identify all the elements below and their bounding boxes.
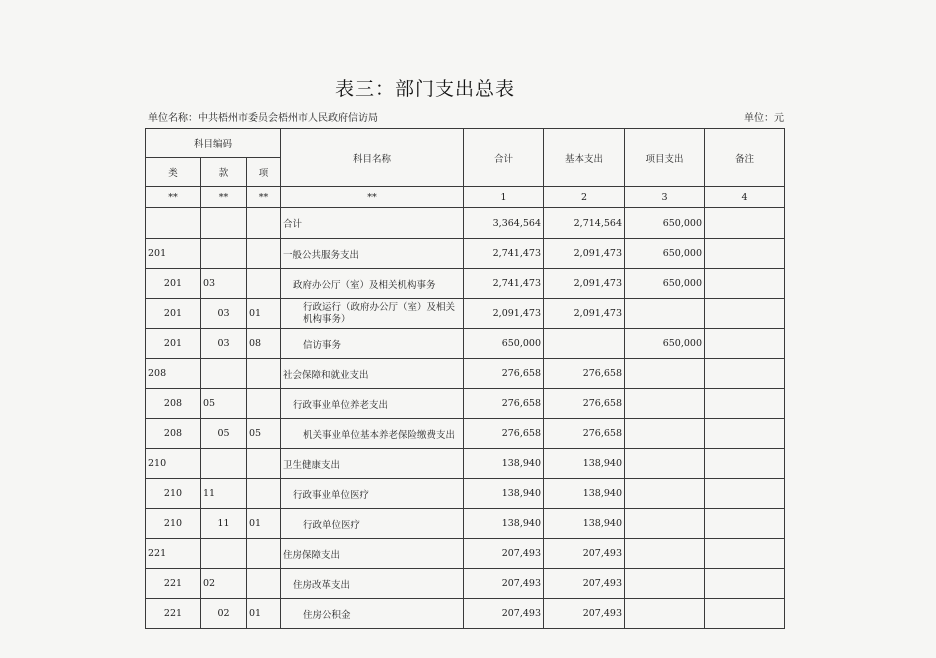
lei-header: 类: [146, 158, 201, 187]
total-cell: 276,658: [464, 419, 544, 449]
subject-name-cell: 行政运行（政府办公厅（室）及相关机构事务）: [281, 299, 464, 329]
index-cell: **: [146, 187, 201, 208]
total-row-remark: [705, 208, 785, 239]
total-cell: 650,000: [464, 329, 544, 359]
table-row: [146, 389, 785, 419]
kuan-cell: 02: [201, 569, 247, 599]
empty-cell: [146, 208, 201, 239]
total-cell: 276,658: [464, 359, 544, 389]
basic-cell: 276,658: [544, 389, 625, 419]
remark-cell: [705, 539, 785, 569]
index-cell: 4: [705, 187, 785, 208]
table-row: [146, 269, 785, 299]
index-cell: 3: [625, 187, 705, 208]
total-header: 合计: [464, 129, 544, 187]
table-row: [146, 299, 785, 329]
table-row: [146, 359, 785, 389]
subject-name-cell: 行政事业单位养老支出: [281, 389, 464, 419]
project-cell: [625, 419, 705, 449]
project-cell: [625, 599, 705, 629]
remark-cell: [705, 329, 785, 359]
index-cell: **: [201, 187, 247, 208]
project-cell: [625, 449, 705, 479]
xiang-cell: [247, 569, 281, 599]
kuan-cell: 02: [201, 599, 247, 629]
xiang-cell: [247, 479, 281, 509]
page-title: 表三：部门支出总表: [334, 78, 515, 100]
index-cell: **: [281, 187, 464, 208]
lei-cell: 210: [146, 479, 201, 509]
remark-cell: [705, 359, 785, 389]
table-row: [146, 539, 785, 569]
project-cell: 650,000: [625, 239, 705, 269]
table-row: [146, 509, 785, 539]
project-cell: 650,000: [625, 329, 705, 359]
index-row: [146, 187, 785, 208]
remark-cell: [705, 479, 785, 509]
total-cell: 138,940: [464, 479, 544, 509]
xiang-cell: 08: [247, 329, 281, 359]
table-row: [146, 239, 785, 269]
basic-cell: 2,091,473: [544, 269, 625, 299]
total-cell: 276,658: [464, 389, 544, 419]
basic-cell: 276,658: [544, 419, 625, 449]
basic-expenditure-header: 基本支出: [544, 129, 625, 187]
kuan-header: 款: [201, 158, 247, 187]
remark-cell: [705, 509, 785, 539]
basic-cell: 276,658: [544, 359, 625, 389]
total-row-label: 合计: [281, 208, 464, 239]
remark-cell: [705, 569, 785, 599]
remark-cell: [705, 299, 785, 329]
kuan-cell: [201, 239, 247, 269]
total-cell: 207,493: [464, 569, 544, 599]
project-cell: [625, 539, 705, 569]
basic-cell: 2,091,473: [544, 299, 625, 329]
table-row: [146, 569, 785, 599]
table-row: [146, 479, 785, 509]
project-cell: [625, 479, 705, 509]
total-row-total: 3,364,564: [464, 208, 544, 239]
kuan-cell: 03: [201, 329, 247, 359]
kuan-cell: 11: [201, 509, 247, 539]
subject-name-cell: 信访事务: [281, 329, 464, 359]
kuan-cell: [201, 539, 247, 569]
lei-cell: 221: [146, 539, 201, 569]
total-cell: 2,091,473: [464, 299, 544, 329]
kuan-cell: [201, 359, 247, 389]
subject-name-cell: 政府办公厅（室）及相关机构事务: [281, 269, 464, 299]
subject-name-cell: 卫生健康支出: [281, 449, 464, 479]
table-row: [146, 419, 785, 449]
subject-name-cell: 机关事业单位基本养老保险缴费支出: [281, 419, 464, 449]
lei-cell: 201: [146, 269, 201, 299]
total-row-project: 650,000: [625, 208, 705, 239]
remark-cell: [705, 449, 785, 479]
lei-cell: 210: [146, 509, 201, 539]
lei-cell: 208: [146, 419, 201, 449]
xiang-cell: 01: [247, 509, 281, 539]
total-cell: 138,940: [464, 449, 544, 479]
kuan-cell: 03: [201, 299, 247, 329]
remark-header: 备注: [705, 129, 785, 187]
index-cell: 2: [544, 187, 625, 208]
basic-cell: 207,493: [544, 599, 625, 629]
lei-cell: 210: [146, 449, 201, 479]
lei-cell: 221: [146, 599, 201, 629]
kuan-cell: 05: [201, 389, 247, 419]
project-cell: [625, 389, 705, 419]
subject-name-cell: 一般公共服务支出: [281, 239, 464, 269]
unit-name-label: 单位名称：中共梧州市委员会梧州市人民政府信访局: [148, 113, 378, 124]
basic-cell: 207,493: [544, 569, 625, 599]
subject-name-cell: 行政事业单位医疗: [281, 479, 464, 509]
xiang-cell: 01: [247, 299, 281, 329]
basic-cell: 207,493: [544, 539, 625, 569]
total-row: [146, 208, 785, 239]
subject-name-cell: 住房保障支出: [281, 539, 464, 569]
code-group-header: 科目编码: [146, 129, 281, 158]
basic-cell: 2,091,473: [544, 239, 625, 269]
xiang-cell: [247, 269, 281, 299]
xiang-cell: [247, 449, 281, 479]
project-cell: [625, 299, 705, 329]
kuan-cell: 11: [201, 479, 247, 509]
subject-name-cell: 住房公积金: [281, 599, 464, 629]
project-cell: [625, 509, 705, 539]
lei-cell: 221: [146, 569, 201, 599]
total-cell: 207,493: [464, 599, 544, 629]
table-row: [146, 599, 785, 629]
project-cell: 650,000: [625, 269, 705, 299]
xiang-cell: [247, 239, 281, 269]
basic-cell: [544, 329, 625, 359]
total-cell: 207,493: [464, 539, 544, 569]
total-cell: 138,940: [464, 509, 544, 539]
remark-cell: [705, 599, 785, 629]
empty-cell: [201, 208, 247, 239]
total-cell: 2,741,473: [464, 239, 544, 269]
header-row-1: [146, 129, 785, 158]
lei-cell: 208: [146, 359, 201, 389]
project-cell: [625, 359, 705, 389]
kuan-cell: 03: [201, 269, 247, 299]
lei-cell: 208: [146, 389, 201, 419]
table-row: [146, 329, 785, 359]
project-cell: [625, 569, 705, 599]
table-row: [146, 449, 785, 479]
basic-cell: 138,940: [544, 479, 625, 509]
kuan-cell: 05: [201, 419, 247, 449]
unit-measure-label: 单位：元: [744, 113, 784, 124]
total-cell: 2,741,473: [464, 269, 544, 299]
lei-cell: 201: [146, 299, 201, 329]
remark-cell: [705, 389, 785, 419]
subject-name-cell: 住房改革支出: [281, 569, 464, 599]
xiang-header: 项: [247, 158, 281, 187]
lei-cell: 201: [146, 239, 201, 269]
subject-name-cell: 行政单位医疗: [281, 509, 464, 539]
total-row-basic: 2,714,564: [544, 208, 625, 239]
lei-cell: 201: [146, 329, 201, 359]
kuan-cell: [201, 449, 247, 479]
xiang-cell: [247, 389, 281, 419]
remark-cell: [705, 239, 785, 269]
subject-name-cell: 社会保障和就业支出: [281, 359, 464, 389]
project-expenditure-header: 项目支出: [625, 129, 705, 187]
subject-name-header: 科目名称: [281, 129, 464, 187]
remark-cell: [705, 269, 785, 299]
xiang-cell: [247, 539, 281, 569]
xiang-cell: 05: [247, 419, 281, 449]
index-cell: 1: [464, 187, 544, 208]
empty-cell: [247, 208, 281, 239]
remark-cell: [705, 419, 785, 449]
expenditure-table: [145, 128, 785, 629]
index-cell: **: [247, 187, 281, 208]
xiang-cell: [247, 359, 281, 389]
basic-cell: 138,940: [544, 509, 625, 539]
xiang-cell: 01: [247, 599, 281, 629]
basic-cell: 138,940: [544, 449, 625, 479]
